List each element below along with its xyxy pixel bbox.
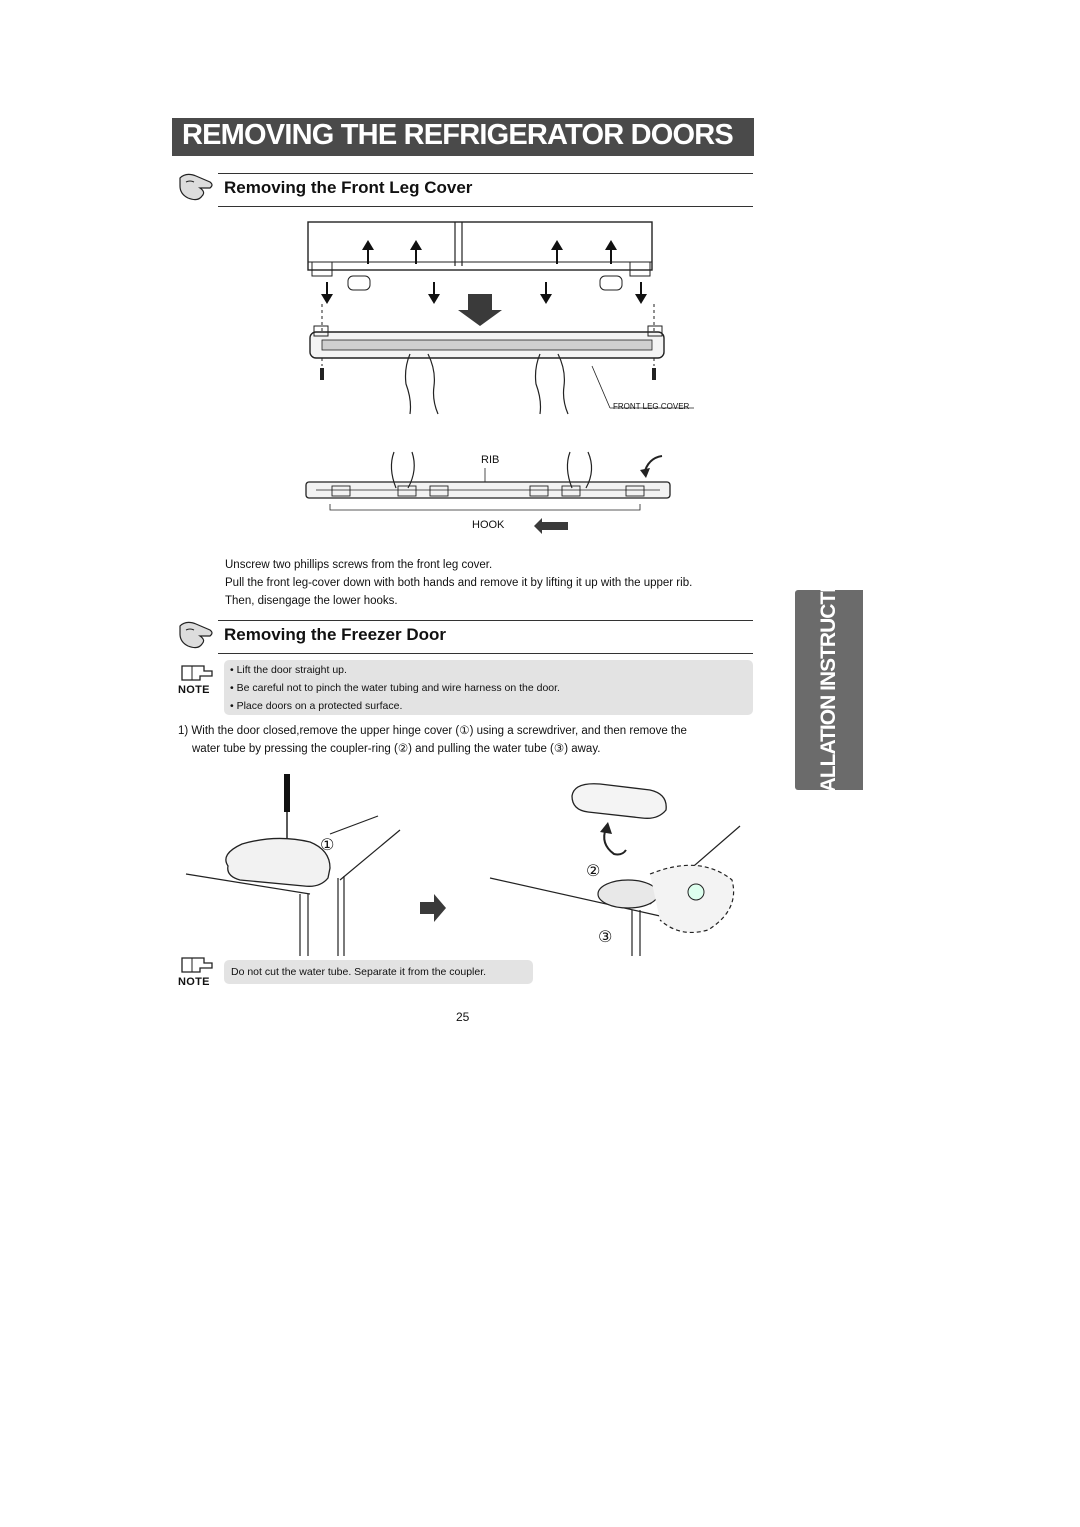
instruction-line-3: Then, disengage the lower hooks. [225,595,398,607]
page-title: REMOVING THE REFRIGERATOR DOORS [182,119,733,151]
section-title: Removing the Freezer Door [224,625,446,644]
note-text: Do not cut the water tube. Separate it from the coupler. [231,966,487,978]
step-1-line-1: 1) With the door closed,remove the upper hinge cover (①) using a screwdriver, and then remove the [178,725,687,737]
pointing-hand-icon [176,168,218,208]
note-label: NOTE [178,684,210,696]
note-box [224,960,533,984]
note-item: • Be careful not to pinch the water tubing and wire harness on the door. [230,682,560,694]
note-box [224,660,753,715]
section-header-front-leg-cover [218,173,753,207]
note-label: NOTE [178,976,210,988]
instruction-line-2: Pull the front leg-cover down with both hands and remove it by lifting it up with the upper rib. [225,577,693,589]
pointing-hand-icon [176,616,218,656]
rib-label: RIB [481,454,500,466]
side-tab [795,545,863,835]
section-header-freezer-door [218,620,753,654]
side-tab-label: INSTALLATION INSTRUCTIONS [817,545,840,835]
front-leg-cover-diagram [300,218,700,418]
page-banner [172,118,754,156]
hook-label: HOOK [472,519,505,531]
marker-3: ③ [598,927,613,946]
step-1-line-2: water tube by pressing the coupler-ring (②) and pulling the water tube (③) away. [192,743,601,755]
hinge-cover-diagram [180,770,760,960]
marker-1: ① [320,835,335,854]
note-hand-icon [180,662,214,682]
note-item: • Place doors on a protected surface. [230,700,403,712]
note-item: • Lift the door straight up. [230,664,347,676]
front-leg-cover-label: FRONT LEG COVER [613,402,690,411]
page-number: 25 [456,1010,470,1024]
marker-2: ② [586,861,601,880]
note-hand-icon [180,954,214,974]
instruction-line-1: Unscrew two phillips screws from the front leg cover. [225,559,493,571]
section-title: Removing the Front Leg Cover [224,178,473,197]
